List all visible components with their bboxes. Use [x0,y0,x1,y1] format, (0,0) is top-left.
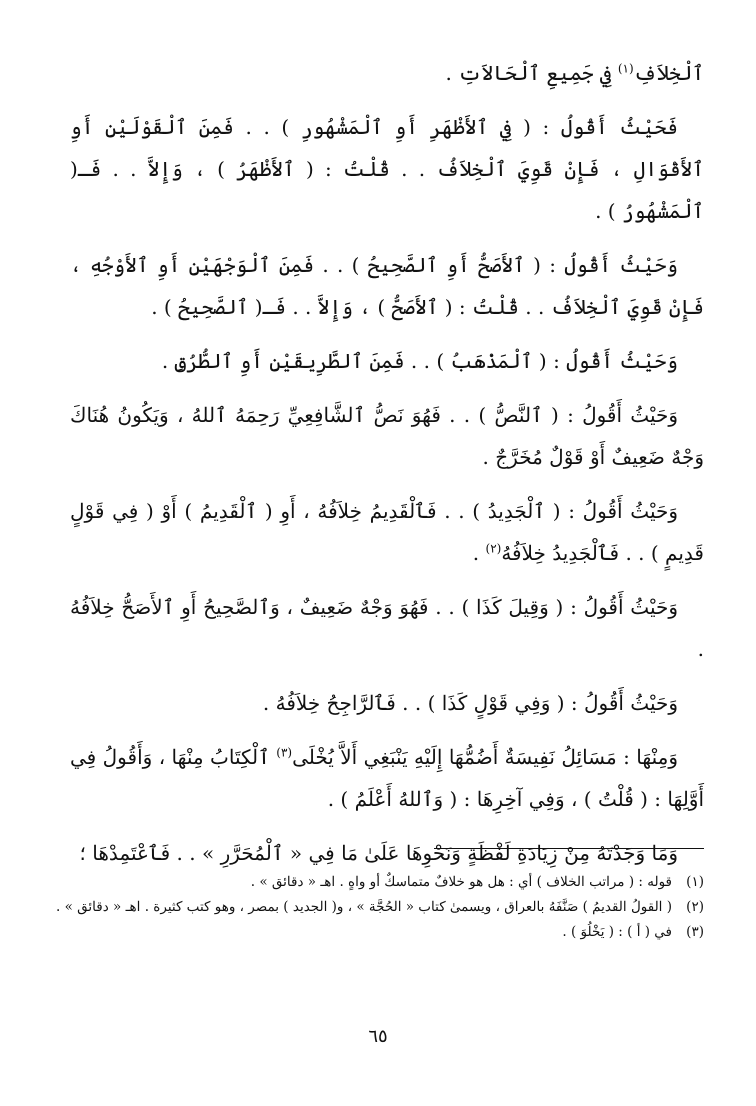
paragraph-text: فِي جَمِيعِ ٱلْحَالاَتِ . [445,61,618,85]
paragraph-text: وَمِنْهَا : مَسَائِلُ نَفِيسَةٌ أَضُمُّهَا إِلَيْهِ يَنْبَغِي أَلاَّ يُخْلَى [292,745,678,769]
paragraph-7: وَحَيْثُ أَقُولُ : ( وَقِيلَ كَذَا ) . . فَهُوَ وَجْهٌ ضَعِيفٌ ، وَٱلصَّحِيحُ أَوِ ٱلأَصَحُّ خِلاَفُهُ . [70,595,704,661]
footnote-3 [52,920,704,945]
footnote-divider [434,848,704,849]
paragraph-text: . [472,541,486,565]
footnote-number: (٢) [686,899,704,915]
paragraph-8: وَحَيْثُ أَقُولُ : ( وَفِي قَوْلٍ كَذَا ) . . فَٱلرَّاجِحُ خِلاَفُهُ . [262,691,678,715]
footnotes [52,870,704,945]
paragraph-1 [70,52,704,94]
footnote-text: قوله : ( مراتب الخلاف ) أي : هل هو خلافٌ متماسكٌ أو واهٍ . اهـ « دقائق » . [250,874,672,890]
paragraph-2: فَحَيْثُ أَقُولُ : ( فِي ٱلأَظْهَرِ أَوِ ٱلْمَشْهُورِ ) . . فَمِنَ ٱلْقَوْلَيْنِ أَوِ ٱلأَقْوَالِ ، فَإِنْ قَوِيَ ٱلْخِلاَفُ . . قُلْتُ : ( ٱلأَظْهَرُ ) ، وَإِلاَّ . . فَـ( ٱلْمَشْهُورُ ) . [70,115,704,223]
footnote-number: (١) [686,874,704,890]
paragraph-6 [70,490,704,574]
paragraph-3: وَحَيْثُ أَقُولُ : ( ٱلأَصَحُّ أَوِ ٱلصَّحِيحُ ) . . فَمِنَ ٱلْوَجْهَيْنِ أَوِ ٱلأَوْجُهِ ، فَإِنْ قَوِيَ ٱلْخِلاَفُ . . قُلْتُ : ( ٱلأَصَحُّ ) ، وَإِلاَّ . . فَـ( ٱلصَّحِيحُ ) . [70,253,704,319]
footnote-text: ( القولُ القديمُ ) صَنَّفَهُ بالعراق ، ويسمىٰ كتاب « الحُجَّة » ، و( الجديد ) بمصر ، وهو كتب كثيرة . اهـ « دقائق » . [56,899,672,915]
footnote-text: في ( أ ) : ( يَخْلُوَ ) . [562,924,672,940]
paragraph-9 [70,736,704,820]
footnote-ref-2: (٢) [485,541,502,556]
paragraph-text: ٱلْكِتَابُ مِنْهَا ، وَأَقُولُ فِي أَوَّلِهَا : ( قُلْتُ ) ، وَفِي آخِرِهَا : ( وَٱللهُ أَعْلَمُ ) . [70,745,704,811]
footnote-1 [52,870,704,895]
paragraph-5: وَحَيْثُ أَقُولُ : ( ٱلنَّصُّ ) . . فَهُوَ نَصُّ ٱلشَّافِعِيِّ رَحِمَهُ ٱللهُ ، وَيَكُونُ هُنَاكَ وَجْهٌ ضَعِيفٌ أَوْ قَوْلٌ مُخَرَّجٌ . [70,403,704,469]
paragraph-4: وَحَيْثُ أَقُولُ : ( ٱلْمَذْهَبُ ) . . فَمِنَ ٱلطَّرِيقَيْنِ أَوِ ٱلطُّرُقِ . [161,349,678,373]
footnote-ref-3: (٣) [276,745,293,760]
paragraph-text: ٱلْخِلاَفِ [633,61,704,85]
page-number: ٦٥ [368,1026,388,1047]
footnote-2 [52,895,704,920]
paragraph-10: وَمَا وَجَدْتَهُ مِنْ زِيَادَةِ لَفْظَةٍ وَنَحْوِهَا عَلَىٰ مَا فِي « ٱلْمُحَرَّرِ » . . فَٱعْتَمِدْهَا ؛ [79,841,678,865]
footnote-number: (٣) [686,924,704,940]
main-text [70,52,704,886]
footnote-ref-1: (١) [617,61,634,76]
paragraph-text: وَحَيْثُ أَقُولُ : ( ٱلْجَدِيدُ ) . . فَٱلْقَدِيمُ خِلاَفُهُ ، أَوِ ( ٱلْقَدِيمُ ) أَوْ ( فِي قَوْلٍ قَدِيمٍ ) . . فَٱلْجَدِيدُ خِلاَفُهُ [70,499,704,565]
